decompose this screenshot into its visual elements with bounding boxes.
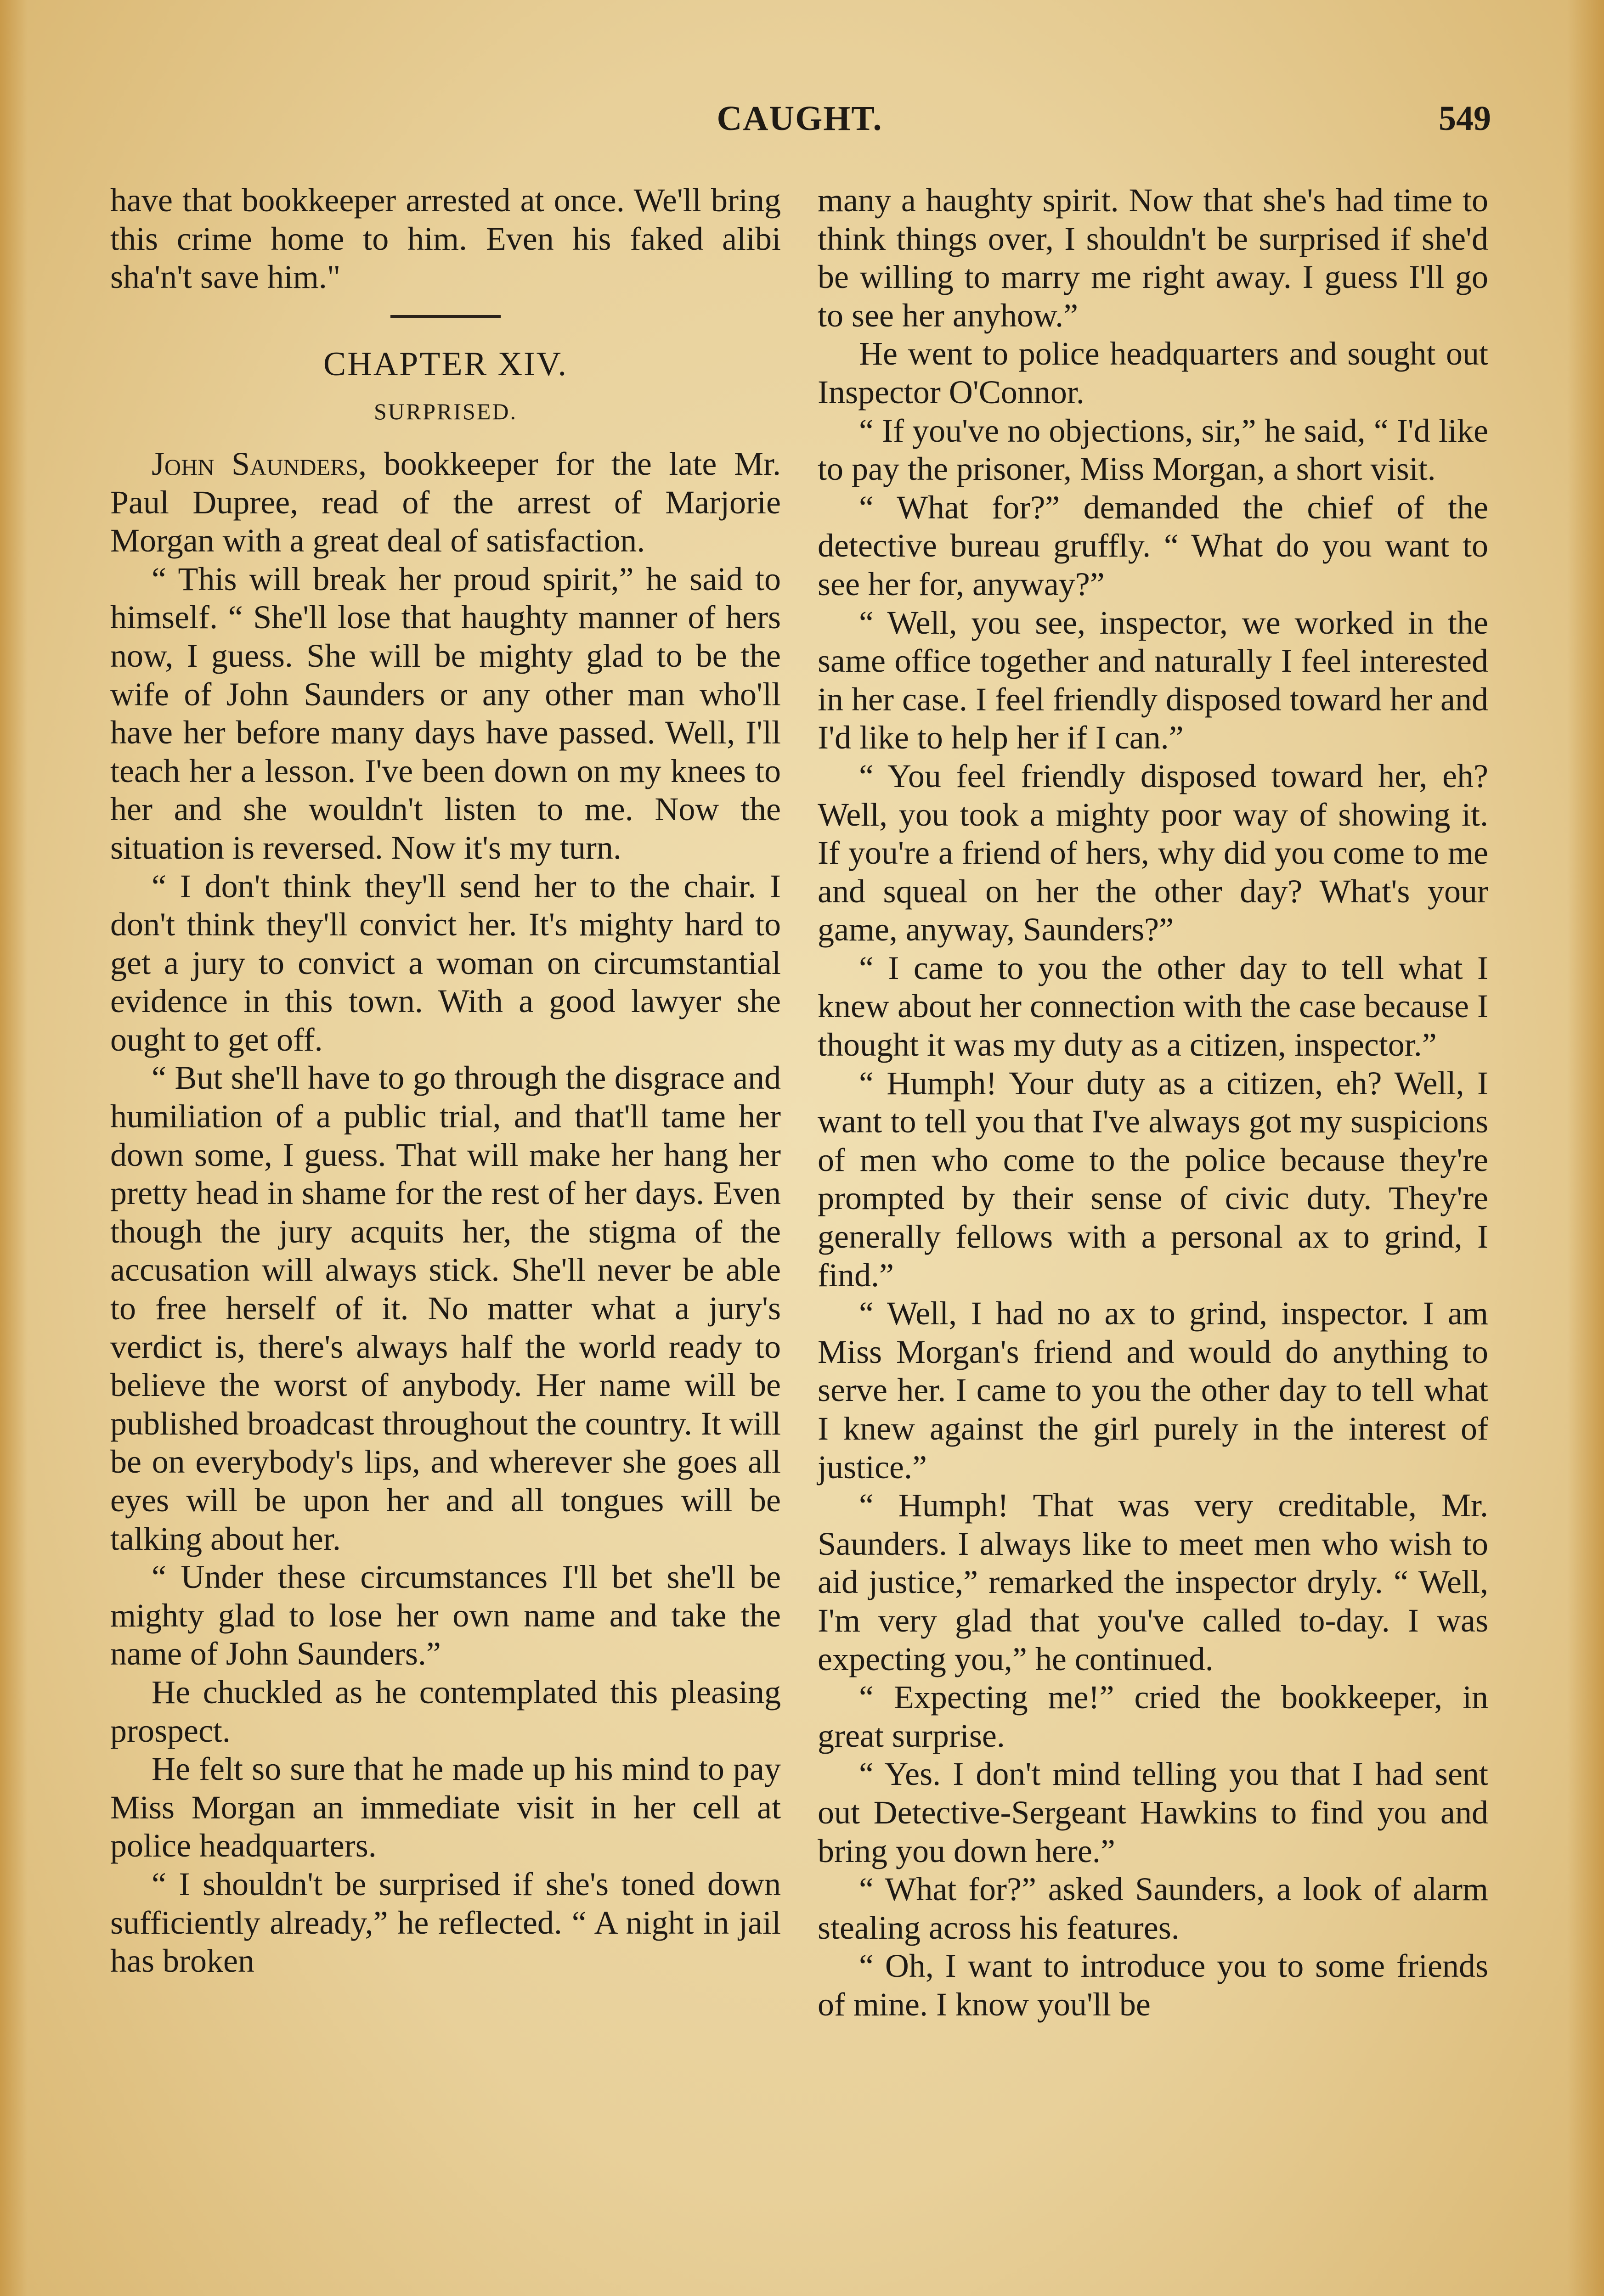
chapter-subtitle: SURPRISED. xyxy=(373,399,518,425)
left-paragraph: “ I don't think they'll send her to the chair. I don't think they'll convict her. It's mighty hard to get a jury to convict a woman on circumstantial evidence in this town. With a good lawyer she ought to get off. xyxy=(110,867,781,1058)
right-paragraph: “ Well, you see, inspector, we worked in the same office together and naturally I feel interested in her case. I feel friendly disposed toward her and I'd like to help her if I can.” xyxy=(818,604,1488,756)
running-title: CAUGHT. xyxy=(717,99,883,138)
page-edge-left xyxy=(0,0,28,2296)
chapter-divider xyxy=(390,315,501,318)
right-paragraph: “ You feel friendly disposed toward her, eh? Well, you took a mighty poor way of showing it. If you're a friend of hers, why did you come to me and squeal on her the other day? What's your game, anyway, Saunders?” xyxy=(818,757,1488,948)
right-column xyxy=(818,181,1488,2024)
left-paragraph: He chuckled as he contemplated this pleasing prospect. xyxy=(110,1673,781,1749)
left-opening-paragraph: have that bookkeeper arrested at once. We'll bring this crime home to him. Even his faked alibi sha'n't save him." xyxy=(110,182,781,296)
right-paragraph: “ I came to you the other day to tell what I knew about her connection with the case because I thought it was my duty as a citizen, inspector.” xyxy=(818,949,1488,1064)
chapter-first-paragraph xyxy=(110,445,781,560)
right-paragraph: He went to police headquarters and sought out Inspector O'Connor. xyxy=(818,335,1488,411)
page-number: 549 xyxy=(1439,99,1491,138)
left-paragraph: “ Under these circumstances I'll bet she'll be mighty glad to lose her own name and take the name of John Saunders.” xyxy=(110,1559,781,1672)
page-edge-right xyxy=(1567,0,1604,2296)
right-paragraph: “ Yes. I don't mind telling you that I had sent out Detective-Sergeant Hawkins to find you and bring you down here.” xyxy=(818,1756,1488,1869)
right-paragraph: “ If you've no objections, sir,” he said, “ I'd like to pay the prisoner, Miss Morgan, a short visit. xyxy=(818,412,1488,488)
left-paragraph: “ But she'll have to go through the disgrace and humiliation of a public trial, and that'll tame her down some, I guess. That will make her hang her pretty head in shame for the rest of her days. Even though the jury acquits her, the stigma of the accusation will always stick. She'll never be able to free herself of it. No matter what a jury's verdict is, there's always half the world ready to believe the worst of anybody. Her name will be published broadcast throughout the country. It will be on everybody's lips, and wherever she goes all eyes will be upon her and all tongues will be talking about her. xyxy=(110,1059,781,1557)
right-opening-paragraph: many a haughty spirit. Now that she's had time to think things over, I shouldn't be surprised if she'd be willing to marry me right away. I guess I'll go to see her anyhow.” xyxy=(818,182,1488,334)
chapter-heading: CHAPTER XIV. xyxy=(323,345,568,383)
right-paragraph: “ What for?” demanded the chief of the detective bureau gruffly. “ What do you want to see her for, anyway?” xyxy=(818,489,1488,602)
right-paragraph: “ Expecting me!” cried the bookkeeper, in great surprise. xyxy=(818,1679,1488,1754)
right-paragraph: “ What for?” asked Saunders, a look of alarm stealing across his features. xyxy=(818,1871,1488,1946)
left-paragraph: “ I shouldn't be surprised if she's toned down sufficiently already,” he reflected. “ A night in jail has broken xyxy=(110,1865,781,1980)
right-paragraph: “ Humph! That was very creditable, Mr. Saunders. I always like to meet men who wish to aid justice,” remarked the inspector dryly. “ Well, I'm very glad that you've called to-day. I was expecting you,” he continued. xyxy=(818,1487,1488,1677)
left-column xyxy=(110,181,781,1981)
running-header xyxy=(108,99,1491,149)
left-paragraph: “ This will break her proud spirit,” he said to himself. “ She'll lose that haughty manner of hers now, I guess. She will be mighty glad to be the wife of John Saunders or any other man who'll have her before many days have passed. Well, I'll teach her a lesson. I've been down on my knees to her and she wouldn't listen to me. Now the situation is reversed. Now it's my turn. xyxy=(110,560,781,866)
first-paragraph-text: , bookkeeper for the late Mr. Paul Dupree, read of the arrest of Marjorie Morgan with a great deal of satisfaction. xyxy=(110,445,781,559)
right-paragraph: “ Well, I had no ax to grind, inspector. I am Miss Morgan's friend and would do anything to serve her. I came to you the other day to tell what I knew against the girl purely in the interest of justice.” xyxy=(818,1295,1488,1486)
right-paragraph: “ Humph! Your duty as a citizen, eh? Well, I want to tell you that I've always got my suspicions of men who come to the police because they're prompted by their sense of civic duty. They're generally fellows with a personal ax to grind, I find.” xyxy=(818,1064,1488,1294)
right-paragraph: “ Oh, I want to introduce you to some friends of mine. I know you'll be xyxy=(818,1947,1488,2023)
left-paragraph: He felt so sure that he made up his mind to pay Miss Morgan an immediate visit in her cell at police headquarters. xyxy=(110,1750,781,1864)
first-paragraph-name: John Saunders xyxy=(152,445,359,482)
